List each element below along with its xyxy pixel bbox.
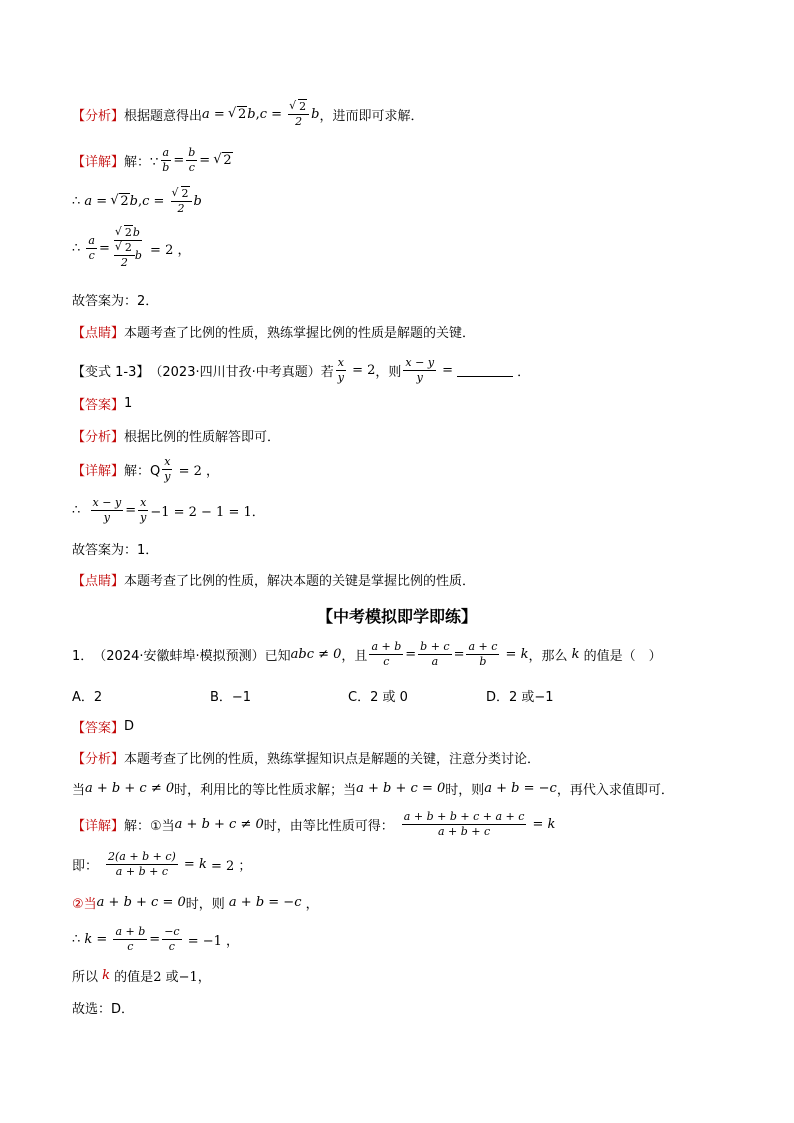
text: 时，由等比性质可得： <box>263 819 394 834</box>
answer-blank <box>457 364 513 377</box>
text: 本题考查了比例的性质，熟练掌握知识点是解题的关键，注意分类讨论． <box>124 752 541 767</box>
text: 所以 <box>72 970 99 985</box>
analysis-1: 【分析】 根据题意得出 a = √ 2 b , c = √ $\frac{2}{2}$ b ，进而即可求解． <box>72 100 424 129</box>
solution-1: 【详解】 解：∵ $\frac{a}{b}$ = $\frac{b}{c}$ = √ 2 <box>72 146 233 175</box>
q1-analysis-2: 当 a + b + c ≠ 0 时，利用比的等比性质求解；当 a + b + c = 0 时，则 a + b = −c ，再代入求值即可． <box>72 781 674 798</box>
source: （2023·四川甘孜·中考真题）若 <box>149 365 334 380</box>
text: ②当 <box>72 897 97 912</box>
text: 即： <box>72 859 99 874</box>
text: 时，利用比的等比性质求解；当 <box>174 783 357 798</box>
option-a: A．2 <box>72 690 103 705</box>
variant-solution: 【详解】 解：Q $\frac{x}{y}$ = 2 ， <box>72 455 220 483</box>
text: ． <box>517 365 531 380</box>
text: D <box>124 719 135 734</box>
q1-choice <box>72 998 134 1017</box>
number: 1． <box>72 649 94 664</box>
option-c: C．2 或 0 <box>348 690 408 705</box>
text: ，再代入求值即可． <box>556 783 674 798</box>
answer-line <box>72 290 158 309</box>
variant-answer <box>72 394 132 413</box>
text: 根据比例的性质解答即可． <box>124 430 281 445</box>
tag: 【分析】 <box>72 109 125 124</box>
question-1: 1． （2024·安徽蚌埠·模拟预测）已知 abc ≠ 0 ，且 $\frac{a + b}{c}$ = $\frac{b + c}{a}$ = $\frac{a + c}{b}$ = k ，那么 k 的值是（ ） <box>72 640 662 668</box>
tag: 【详解】 <box>72 155 125 170</box>
text: 解：Q <box>124 464 161 479</box>
text: 时，则 <box>445 783 485 798</box>
condition: abc ≠ 0 <box>290 647 342 662</box>
text: 的值是 <box>114 970 154 985</box>
q1-step-1: 即： $\frac{2(a + b + c)}{a + b + c}$ = k = 2 ； <box>72 850 252 878</box>
comment-1 <box>72 322 475 341</box>
section-title: 【中考模拟即学即练】 <box>316 607 477 626</box>
variant-analysis <box>72 426 280 445</box>
text: 时，则 <box>185 897 225 912</box>
q1-analysis <box>72 748 540 767</box>
text: ，则 <box>375 365 402 380</box>
source: （2024·安徽蚌埠·模拟预测）已知 <box>93 649 291 664</box>
tag: 【分析】 <box>72 752 125 767</box>
tag: 【点睛】 <box>72 574 125 589</box>
variant-final <box>72 539 158 558</box>
variant-step: ∴ $\frac{x - y}{y}$ = $\frac{x}{y}$ −1 = 2 − 1 = 1． <box>72 496 265 524</box>
q1-step-3: ∴ k = $\frac{a + b}{c}$ = $\frac{-c}{c}$ = −1 ， <box>72 925 240 953</box>
text: 本题考查了比例的性质，解决本题的关键是掌握比例的性质． <box>124 574 476 589</box>
text: ，且 <box>341 649 368 664</box>
tag: 【答案】 <box>72 398 125 413</box>
text: 本题考查了比例的性质，熟练掌握比例的性质是解题的关键． <box>124 326 476 341</box>
text: 的值是（ ） <box>583 649 662 664</box>
variant-comment <box>72 570 475 589</box>
text: 解：①当 <box>124 819 175 834</box>
text: 解：∵ <box>124 155 159 170</box>
tag: 【详解】 <box>72 819 125 834</box>
tag: 【分析】 <box>72 430 125 445</box>
variant-question: 【变式 1-3】 （2023·四川甘孜·中考真题）若 $\frac{x}{y}$ = 2 ，则 $\frac{x - y}{y}$ = ． <box>72 356 531 384</box>
tag: 【详解】 <box>72 464 125 479</box>
q1-step-2: ②当 a + b + c = 0 时，则 a + b = −c ， <box>72 895 319 912</box>
step-2: ∴ $\frac{a}{c}$ = √ 2b √ $\frac{2}{2}$ b = 2 ， <box>72 226 190 270</box>
q1-conclusion: 所以 k 的值是 2 或−1， <box>72 968 211 985</box>
text: 根据题意得出 <box>124 109 203 124</box>
option-d: D．2 或−1 <box>486 690 554 705</box>
text: ，那么 <box>528 649 568 664</box>
tag: 【答案】 <box>72 721 125 736</box>
text: 故答案为：1． <box>72 543 159 558</box>
step-1: ∴ a = √ 2 b , c = √ $\frac{2}{2}$ b <box>72 187 202 216</box>
q1-solution: 【详解】 解：①当 a + b + c ≠ 0 时，由等比性质可得： $\frac{a + b + b + c + a + c}{a + b + c}$ = k <box>72 810 556 838</box>
text: 故选：D． <box>72 1002 135 1017</box>
option-b: B．−1 <box>210 690 252 705</box>
text: 1 <box>124 396 133 411</box>
text: 当 <box>72 783 86 798</box>
q1-answer <box>72 717 134 736</box>
text: 故答案为：2． <box>72 294 159 309</box>
text: 2 或−1， <box>153 970 211 985</box>
tag: 【点睛】 <box>72 326 125 341</box>
label: 【变式 1-3】 <box>72 365 150 380</box>
text: ，进而即可求解． <box>319 109 424 124</box>
